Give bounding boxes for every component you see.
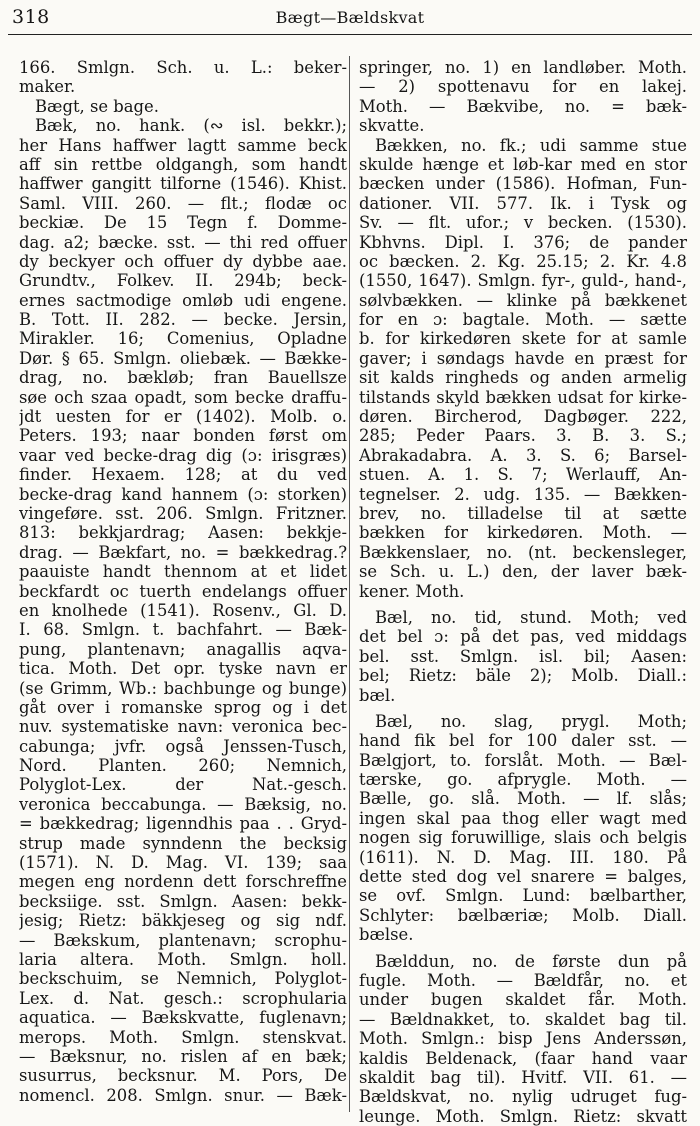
left-column-line: en knolhede (1541). Rosenv., Gl. D.: [19, 600, 347, 620]
left-column-line: haffwer gangitt tilforne (1546). Khist.: [19, 174, 347, 194]
right-column: [359, 58, 687, 1126]
page-title: Bægt—Bældskvat: [275, 8, 425, 27]
right-column-line: Moth. — Bækvibe, no. = bæk-: [359, 96, 687, 116]
right-column-line: bel; Rietz: bäle 2); Molb. Diall.:: [359, 666, 687, 686]
left-column-line: paauiste handt thennom at et lidet: [19, 562, 347, 582]
left-column-line: — Bækskum, plantenavn; scrophu-: [19, 930, 347, 950]
left-column-line: dy beckyer och offuer dy dybbe aae.: [19, 251, 347, 271]
left-column-line: beckfardt oc tuerth endelangs offuer: [19, 581, 347, 601]
running-head: [0, 0, 700, 40]
left-column-line: beckschuim, se Nemnich, Polyglot-: [19, 969, 347, 989]
right-column-line: fugle. Moth. — Bældfår, no. et: [359, 970, 687, 990]
right-column-line: sølvbækken. — klinke på bækkenet: [359, 290, 687, 310]
left-column-line: Polyglot-Lex. der Nat.-gesch.: [19, 775, 347, 795]
left-column-line: Mirakler. 16; Comenius, Opladne: [19, 329, 347, 349]
left-column-line: ernes sactmodige omløb udi engene.: [19, 290, 347, 310]
left-column-line: Bægt, se bage.: [35, 96, 159, 116]
left-column-line: pung, plantenavn; anagallis aqva-: [19, 639, 347, 659]
right-column-line: tærske, go. afprygle. Moth. —: [359, 770, 687, 790]
right-column-line: brev, no. tilladelse til at sætte: [359, 503, 687, 523]
left-column-line: vingeføre. sst. 206. Smlgn. Fritzner.: [19, 503, 347, 523]
right-column-line: bel. sst. Smlgn. isl. bil; Aasen:: [359, 646, 687, 666]
left-column-line: jesig; Rietz: bäkkjeseg og sig ndf.: [19, 911, 347, 931]
left-column-line: jdt uesten for er (1402). Molb. o.: [19, 407, 347, 427]
left-column-line: Lex. d. Nat. gesch.: scrophularia: [19, 988, 347, 1008]
right-column-line: Sv. — flt. ufor.; v becken. (1530).: [359, 213, 687, 233]
left-column-line: nuv. systematiske navn: veronica bec-: [19, 717, 347, 737]
left-column-line: finder. Hexaem. 128; at du ved: [19, 465, 347, 485]
left-column-line: drag, no. bækløb; fran Bauellsze: [19, 368, 347, 388]
left-column-line: Peters. 193; naar bonden først om: [19, 426, 347, 446]
left-column-line: nomencl. 208. Smlgn. snur. — Bæk-: [19, 1085, 347, 1105]
right-column-line: Bælddun, no. de første dun på: [375, 951, 687, 971]
left-column-line: cabunga; jvfr. også Jenssen-Tusch,: [19, 736, 347, 756]
right-column-line: bækken for kirkedøren. Moth. —: [359, 523, 687, 543]
right-column-line: Bækkenslaer, no. (nt. beckensleger,: [359, 542, 687, 562]
left-column-line: Grundtv., Folkev. II. 294b; beck-: [19, 271, 347, 291]
right-column-line: skulde hænge et løb-kar med en stor: [359, 154, 687, 174]
right-column-line: Bæl, no. slag, prygl. Moth;: [375, 711, 687, 731]
right-column-line: oc bæcken. 2. Kg. 25.15; 2. Kr. 4.8: [359, 251, 687, 271]
left-column-line: strup made synndenn the becksig: [19, 833, 347, 853]
left-column-line: = bækkedrag; ligenndhis paa . . Gryd-: [19, 814, 347, 834]
right-column-line: nogen sig foruwillige, slais och belgis: [359, 828, 687, 848]
left-column-line: veronica beccabunga. — Bæksig, no.: [19, 794, 347, 814]
right-column-line: gaver; i søndags havde en præst for: [359, 348, 687, 368]
right-column-line: — Bældnakket, to. skaldet bag til.: [359, 1009, 687, 1029]
left-column-line: aff sin rettbe oldgangh, som handt: [19, 154, 347, 174]
left-column-line: vaar ved becke-drag dig (ɔ: irisgræs): [19, 445, 347, 465]
right-column-line: bælse.: [359, 925, 414, 945]
right-column-line: kener. Moth.: [359, 581, 465, 601]
right-column-line: bæcken under (1586). Hofman, Fun-: [359, 174, 687, 194]
right-column-line: under bugen skaldet får. Moth.: [359, 990, 687, 1010]
left-column-line: maker.: [19, 77, 76, 97]
right-column-line: stuen. A. 1. S. 7; Werlauff, An-: [359, 465, 687, 485]
left-column-line: B. Tott. II. 282. — becke. Jersin,: [19, 310, 347, 330]
left-column-line: susurrus, becksnur. M. Pors, De: [19, 1066, 347, 1086]
right-column-line: 285; Peder Paars. 3. B. 3. S.;: [359, 426, 687, 446]
right-column-line: ingen skal paa thog eller wagt med: [359, 808, 687, 828]
left-column-line: drag. — Bækfart, no. = bækkedrag.?: [19, 542, 347, 562]
left-column-line: Nord. Planten. 260; Nemnich,: [19, 756, 347, 776]
right-column-line: se Sch. u. L.) den, der laver bæk-: [359, 562, 687, 582]
right-column-line: for en ɔ: bagtale. Moth. — sætte: [359, 310, 687, 330]
left-column-line: Bæk, no. hank. (∾ isl. bekkr.);: [35, 116, 347, 136]
column-divider: [349, 56, 350, 1112]
right-column-line: springer, no. 1) en landløber. Moth.: [359, 58, 687, 77]
left-column: [19, 58, 347, 1105]
right-column-line: Kbhvns. Dipl. I. 376; de pander: [359, 232, 687, 252]
right-column-line: Schlyter: bælbæriæ; Molb. Diall.: [359, 905, 687, 925]
right-column-line: Bæl, no. tid, stund. Moth; ved: [375, 607, 687, 627]
right-column-line: Bælgjort, to. forslåt. Moth. — Bæl-: [359, 750, 687, 770]
right-column-line: tegnelser. 2. udg. 135. — Bækken-: [359, 484, 687, 504]
right-column-line: Bælle, go. slå. Moth. — lf. slås;: [359, 789, 687, 809]
left-column-line: (1571). N. D. Mag. VI. 139; saa: [19, 853, 347, 873]
left-column-line: megen eng nordenn dett forschreffne: [19, 872, 347, 892]
right-column-line: b. for kirkedøren skete for at samle: [359, 329, 687, 349]
left-column-line: Saml. VIII. 260. — flt.; flodæ oc: [19, 193, 347, 213]
left-column-line: I. 68. Smlgn. t. bachfahrt. — Bæk-: [19, 620, 347, 640]
right-column-line: (1550, 1647). Smlgn. fyr-, guld-, hand-,: [359, 271, 687, 291]
page-number: 318: [12, 6, 50, 28]
left-column-line: 166. Smlgn. Sch. u. L.: beker-: [19, 58, 347, 77]
right-column-line: døren. Bircherod, Dagbøger. 222,: [359, 407, 687, 427]
left-column-line: laria altera. Moth. Smlgn. holl.: [19, 949, 347, 969]
right-column-line: leunge. Moth. Smlgn. Rietz: skvatt: [359, 1106, 687, 1126]
right-column-line: skvatte.: [359, 116, 425, 136]
right-column-line: dationer. VII. 577. Ik. i Tysk og: [359, 193, 687, 213]
right-column-line: tilstands skyld bækken udsat for kirke-: [359, 387, 687, 407]
right-column-line: Moth. Smlgn.: bisp Jens Anderssøn,: [359, 1029, 687, 1049]
left-column-line: — Bæksnur, no. rislen af en bæk;: [19, 1046, 347, 1066]
left-column-line: tica. Moth. Det opr. tyske navn er: [19, 659, 347, 679]
right-column-line: kaldis Beldenack, (faar hand vaar: [359, 1048, 687, 1068]
left-column-line: her Hans haffwer lagtt samme beck: [19, 135, 347, 155]
left-column-line: (se Grimm, Wb.: bachbunge og bunge): [19, 678, 347, 698]
left-column-line: gåt over i romanske sprog og i det: [19, 697, 347, 717]
right-column-line: Bækken, no. fk.; udi samme stue: [375, 135, 687, 155]
left-column-line: beckiæ. De 15 Tegn f. Domme-: [19, 213, 347, 233]
left-column-line: dag. a2; bæcke. sst. — thi red offuer: [19, 232, 347, 252]
right-column-line: bæl.: [359, 685, 396, 705]
right-column-line: sit kalds ringheds og anden armelig: [359, 368, 687, 388]
right-column-line: — 2) spottenavu for en lakej.: [359, 77, 687, 97]
left-column-line: søe och szaa opadt, som becke draffu-: [19, 387, 347, 407]
left-column-line: becksiige. sst. Smlgn. Aasen: bekk-: [19, 891, 347, 911]
left-column-line: aquatica. — Bækskvatte, fuglenavn;: [19, 1008, 347, 1028]
right-column-line: hand fik bel for 100 daler sst. —: [359, 731, 687, 751]
right-column-line: det bel ɔ: på det pas, ved middags: [359, 627, 687, 647]
left-column-line: becke-drag kand hannem (ɔ: storken): [19, 484, 347, 504]
left-column-line: Dør. § 65. Smlgn. oliebæk. — Bække-: [19, 348, 347, 368]
right-column-line: Bældskvat, no. nylig udruget fug-: [359, 1087, 687, 1107]
right-column-line: se ovf. Smlgn. Lund: bælbarther,: [359, 886, 687, 906]
header-rule: [8, 34, 692, 35]
right-column-line: dette sted dog vel snarere = balges,: [359, 867, 687, 887]
right-column-line: skaldit bag til). Hvitf. VII. 61. —: [359, 1067, 687, 1087]
left-column-line: 813: bekkjardrag; Aasen: bekkje-: [19, 523, 347, 543]
right-column-line: Abrakadabra. A. 3. S. 6; Barsel-: [359, 445, 687, 465]
left-column-line: merops. Moth. Smlgn. stenskvat.: [19, 1027, 347, 1047]
right-column-line: (1611). N. D. Mag. III. 180. På: [359, 847, 687, 867]
